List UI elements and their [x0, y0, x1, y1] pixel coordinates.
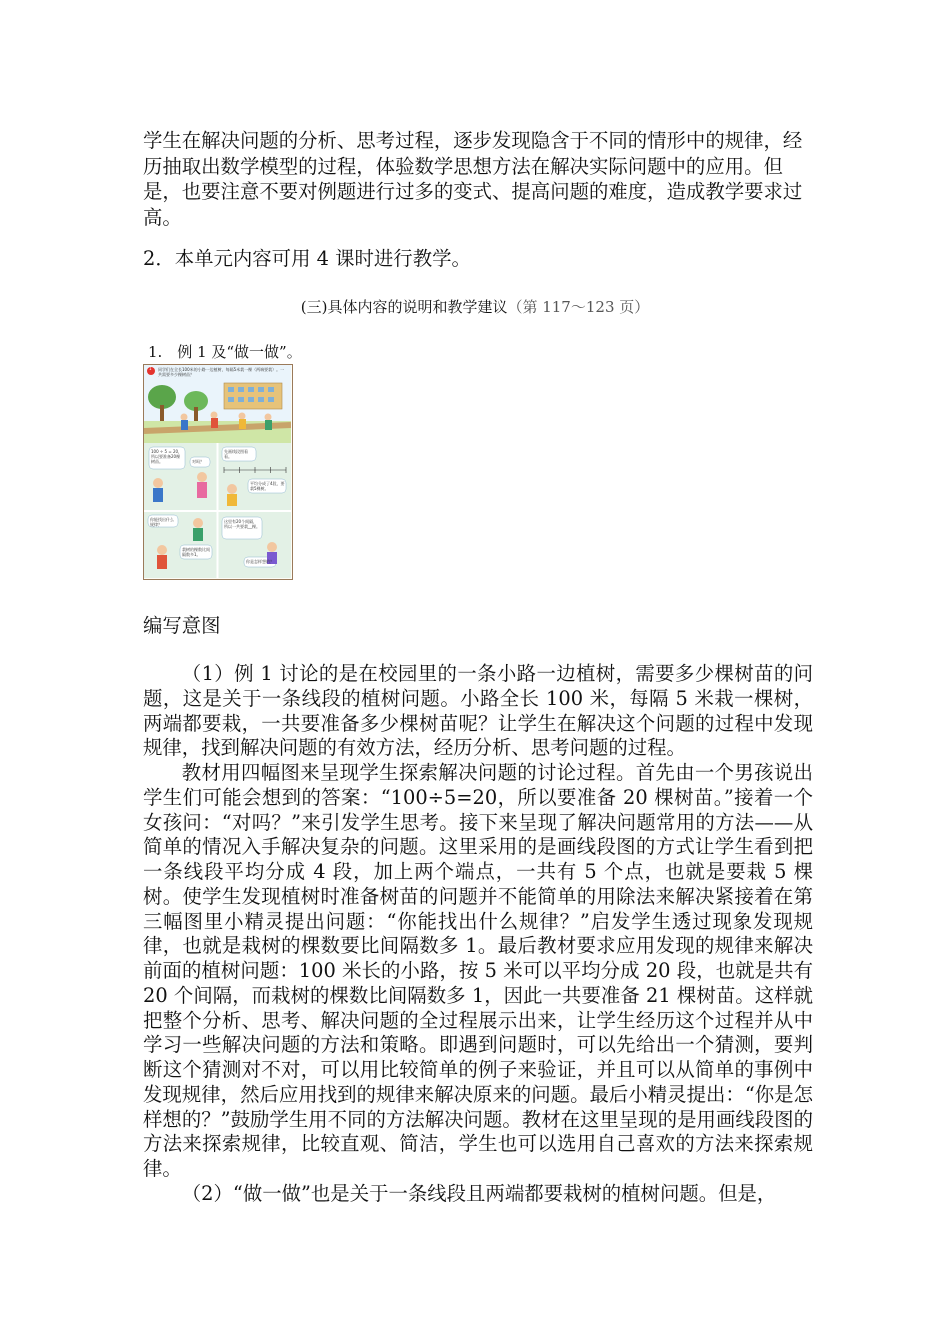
section-heading-title: (三)具体内容的说明和教学建议 — [300, 298, 508, 316]
section-page-range: （第 117～123 页） — [507, 298, 650, 316]
bubble-20-segments: 这里有20个间隔，所以一共要栽__棵。 — [224, 519, 260, 529]
body-text — [143, 662, 813, 1207]
body-paragraph: 教材用四幅图来呈现学生探索解决问题的讨论过程。首先由一个男孩说出学生们可能会想到的答案：“100÷5=20，所以要准备 20 棵树苗。”接着一个女孩问：“对吗？”来引发学生思考。接下来呈现了解决问题常用的方法——从简单的情况入手解决复杂的问题。这里采用的是画线段图的方式让学生看到把一条线段平均分成 4 段，加上两个端点，一共有 5 个点，也就是要栽 5 棵树。使学生发现植树时准备树苗的问题并不能简单的用除法来解决紧接着在第三幅图里小精灵提出问题：“你能找出什么规律？”启发学生透过现象发现规律，也就是栽树的棵数要比间隔数多 1。最后教材要求应用发现的规律来解决前面的植树问题：100 米长的小路，按 5 米可以平均分成 20 段，也就是共有 20 个间隔，而栽树的棵数比间隔数多 1，因此一共要准备 21 棵树苗。这样就把整个分析、思考、解决问题的全过程展示出来，让学生经历这个过程并从中学习一些解决问题的方法和策略。即遇到问题时，可以先给出一个猜测，要判断这个猜测对不对，可以用比较简单的例子来验证，并且可以从简单的事例中发现规律，然后应用找到的规律来解决原来的问题。最后小精灵提出：“你是怎样想的？”鼓励学生用不同的方法解决问题。教材在这里呈现的是用画线段图的方法来探索规律，比较直观、简洁，学生也可以选用自己喜欢的方法来探索规律。 — [143, 761, 813, 1180]
body-paragraph: （2）“做一做”也是关于一条线段且两端都要栽树的植树问题。但是， — [181, 1181, 777, 1205]
textbook-illustration — [143, 364, 293, 580]
item-label: 1. 例 1 及“做一做”。 — [148, 343, 302, 361]
intro-paragraph: 学生在解决问题的分析、思考过程，逐步发现隐含于不同的情形中的规律，经历抽取出数学模型的过程，体验数学思想方法在解决实际问题中的应用。但是，也要注意不要对例题进行过多的变式、提高问题的难度，造成教学要求过高。 — [143, 129, 803, 229]
bubble-boy-answer: 100 ÷ 5 = 20，所以要准备20棵树苗。 — [151, 449, 183, 464]
section-heading — [0, 297, 950, 317]
bubble-trees-vs-gaps: 栽树的棵数比间隔数多1。 — [182, 547, 210, 557]
bubble-how-think: 你是怎样想的？ — [246, 559, 274, 564]
bubble-find-rule: 你能找出什么规律？ — [150, 517, 174, 527]
bubble-four-segments: 平均分成了4段，要栽5棵树。 — [250, 481, 285, 491]
school-building — [224, 383, 282, 409]
bubble-girl-question: 对吗？ — [192, 459, 204, 464]
lesson-count-point: 2．本单元内容可用 4 课时进行教学。 — [143, 247, 471, 270]
bubble-simple-first: 先画线段图看看。 — [224, 449, 248, 459]
problem-text: 同学们在全长100米的小路一边植树，每隔5米栽一棵（两端要栽）。一共需要多少棵树苗？ — [158, 367, 285, 377]
intent-heading: 编写意图 — [143, 614, 221, 637]
body-paragraph: （1）例 1 讨论的是在校园里的一条小路一边植树，需要多少棵树苗的问题，这是关于一条线段的植树问题。小路全长 100 米，每隔 5 米栽一棵树，两端都要栽，一共要准备多少棵树苗呢？让学生在解决这个问题的过程中发现规律，找到解决问题的有效方法，经历分析、思考问题的过程。 — [143, 662, 813, 760]
illustration-drawing — [144, 365, 291, 578]
problem-number: 1 — [149, 366, 152, 371]
